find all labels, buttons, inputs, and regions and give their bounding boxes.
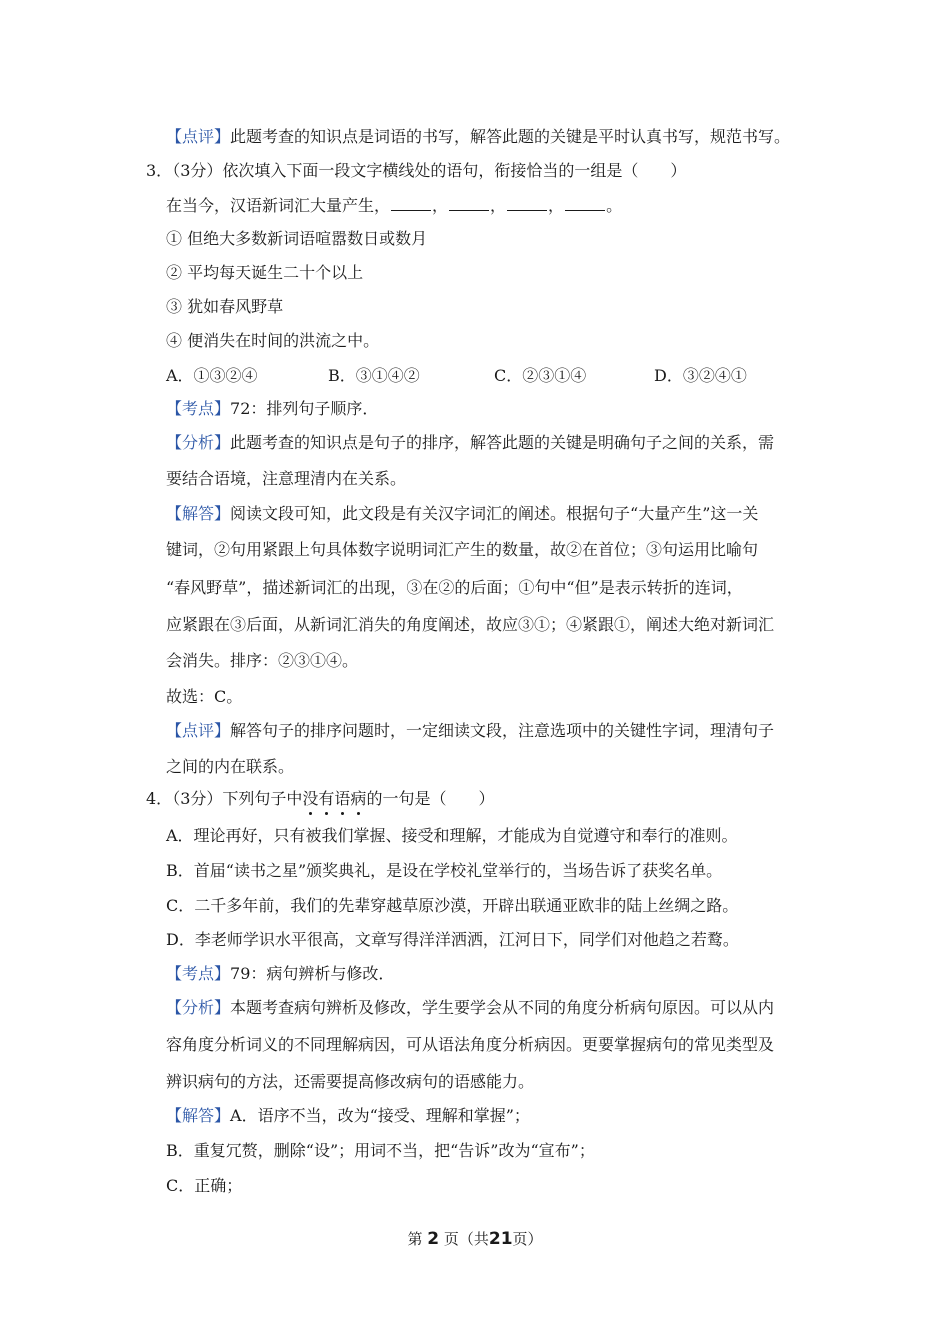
- period: 。: [606, 196, 623, 215]
- q3-jieda-line-3: “春风野草”，描述新词汇的出现，③在②的后面；①句中“但”是表示转折的连词，: [166, 578, 743, 597]
- q3-option-b[interactable]: B．③①④②: [328, 366, 420, 385]
- question-number: 4．: [146, 789, 173, 808]
- q3-jieda-line-4: 应紧跟在③后面，从新词汇消失的角度阐述，故应③①；④紧跟①，阐述大绝对新词汇: [166, 615, 775, 634]
- kaodian-text: 72：排列句子顺序．: [230, 399, 379, 418]
- kaodian-text: 79：病句辨析与修改．: [230, 964, 395, 983]
- dianping-text: 解答句子的排序问题时，一定细读文段，注意选项中的关键性字词，理清句子: [230, 721, 775, 740]
- emphasis-char: 语: [334, 789, 351, 808]
- question-stem-end: 的一句是（ ）: [366, 789, 495, 808]
- fill-blank-4: [565, 196, 605, 211]
- q4-kaodian: [166, 963, 394, 985]
- question-stem: （3分）下列句子中: [172, 789, 303, 808]
- question-stem: （3分）依次填入下面一段文字横线处的语句，衔接恰当的一组是（ ）: [172, 161, 687, 180]
- jieda-text: A．语序不当，改为“接受、理解和掌握”；: [230, 1106, 530, 1125]
- q3-jieda-line-5: 会消失。排序：②③①④。: [166, 651, 359, 670]
- q3-fenxi-line-2: 要结合语境，注意理清内在关系。: [166, 469, 407, 488]
- dianping-tag: 【点评】: [166, 127, 231, 146]
- fill-blank-1: [391, 196, 431, 211]
- comma: ，: [548, 196, 565, 215]
- q4-jieda-line-2: B．重复冗赘，删除“设”；用词不当，把“告诉”改为“宣布”；: [166, 1141, 595, 1160]
- emphasis-char: 病: [350, 789, 367, 808]
- q3-item-4: ④ 便消失在时间的洪流之中。: [166, 331, 380, 350]
- q3-dianping-line-2: 之间的内在联系。: [166, 757, 295, 776]
- q4-fenxi-line-2: 容角度分析词义的不同理解病因，可从语法角度分析病因。更要掌握病句的常见类型及: [166, 1035, 775, 1054]
- q3-option-c[interactable]: C．②③①④: [494, 366, 587, 385]
- q2-comment-text: 此题考查的知识点是词语的书写，解答此题的关键是平时认真书写，规范书写。: [230, 127, 791, 146]
- q3-jieda: [166, 503, 758, 525]
- comma: ，: [432, 196, 449, 215]
- page-number: 2: [427, 1229, 440, 1249]
- question-3-stem: [146, 160, 686, 182]
- total-pages: 21: [488, 1229, 513, 1249]
- dianping-tag: 【点评】: [166, 721, 231, 740]
- q3-answer: 故选：C。: [166, 687, 243, 706]
- question-4-stem: [146, 788, 494, 810]
- kaodian-tag: 【考点】: [166, 399, 231, 418]
- page-footer: [0, 1228, 950, 1249]
- q3-fenxi: [166, 432, 774, 454]
- q3-item-2: ② 平均每天诞生二十个以上: [166, 263, 364, 282]
- emphasis-char: 有: [318, 789, 335, 808]
- q2-comment: [166, 126, 790, 148]
- footer-middle: 页（共: [443, 1230, 489, 1248]
- q3-jieda-line-2: 键词，②句用紧跟上句具体数字说明词汇产生的数量，故②在首位；③句运用比喻句: [166, 540, 759, 559]
- question-number: 3．: [146, 161, 173, 180]
- kaodian-tag: 【考点】: [166, 964, 231, 983]
- fill-blank-3: [507, 196, 547, 211]
- q4-fenxi: [166, 997, 774, 1019]
- q4-option-c[interactable]: C．二千多年前，我们的先辈穿越草原沙漠，开辟出联通亚欧非的陆上丝绸之路。: [166, 896, 739, 915]
- q4-option-a[interactable]: A．理论再好，只有被我们掌握、接受和理解，才能成为自觉遵守和奉行的准则。: [166, 826, 738, 845]
- jieda-tag: 【解答】: [166, 504, 231, 523]
- fenxi-tag: 【分析】: [166, 433, 231, 452]
- q4-jieda-line-3: C．正确；: [166, 1176, 243, 1195]
- q4-option-d[interactable]: D．李老师学识水平很高，文章写得洋洋洒洒，江河日下，同学们对他趋之若鹜。: [166, 930, 739, 949]
- q3-option-a[interactable]: A．①③②④: [166, 366, 258, 385]
- q4-fenxi-line-3: 辨识病句的方法，还需要提高修改病句的语感能力。: [166, 1072, 535, 1091]
- q4-jieda: [166, 1105, 530, 1127]
- q4-option-b[interactable]: B．首届“读书之星”颁奖典礼，是设在学校礼堂举行的，当场告诉了获奖名单。: [166, 861, 723, 880]
- footer-suffix: 页）: [512, 1230, 543, 1248]
- fenxi-text: 本题考查病句辨析及修改，学生要学会从不同的角度分析病句原因。可以从内: [230, 998, 775, 1017]
- q3-item-1: ① 但绝大多数新词语喧嚣数日或数月: [166, 229, 428, 248]
- emphasis-char: 没: [302, 789, 319, 808]
- fenxi-tag: 【分析】: [166, 998, 231, 1017]
- comma: ，: [490, 196, 507, 215]
- q3-item-3: ③ 犹如春风野草: [166, 297, 284, 316]
- q3-passage: [166, 195, 622, 217]
- q3-dianping: [166, 720, 774, 742]
- jieda-tag: 【解答】: [166, 1106, 231, 1125]
- q3-option-d[interactable]: D．③②④①: [654, 366, 747, 385]
- jieda-text: 阅读文段可知，此文段是有关汉字词汇的阐述。根据句子“大量产生”这一关: [230, 504, 759, 523]
- fenxi-text: 此题考查的知识点是句子的排序，解答此题的关键是明确句子之间的关系，需: [230, 433, 775, 452]
- footer-prefix: 第: [407, 1230, 423, 1248]
- fill-blank-2: [449, 196, 489, 211]
- q3-kaodian: [166, 398, 378, 420]
- passage-text: 在当今，汉语新词汇大量产生，: [166, 196, 391, 215]
